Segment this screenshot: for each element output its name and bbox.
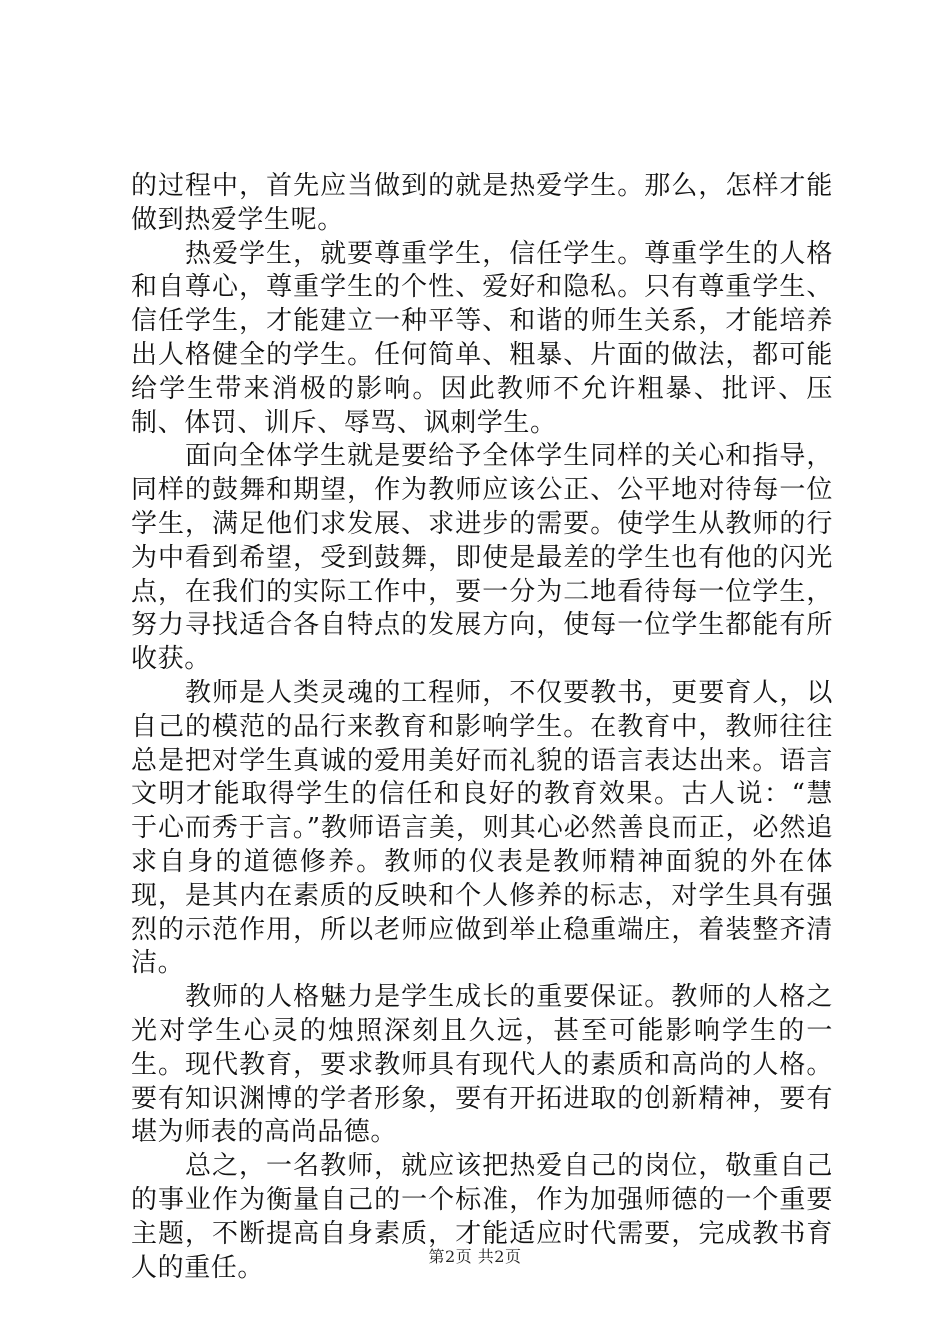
paragraph-teacher-charisma: 教师的人格魅力是学生成长的重要保证。教师的人格之光对学生心灵的烛照深刻且久远，甚至可能影响学生的一生。现代教育，要求教师具有现代人的素质和高尚的人格。要有知识渊博的学者形象，要有开拓进取的创新精神，要有堪为师表的高尚品德。 — [131, 982, 833, 1148]
document-body — [131, 170, 833, 1285]
paragraph-respect-students: 热爱学生，就要尊重学生，信任学生。尊重学生的人格和自尊心，尊重学生的个性、爱好和隐私。只有尊重学生、信任学生，才能建立一种平等、和谐的师生关系，才能培养出人格健全的学生。任何简单、粗暴、片面的做法，都可能给学生带来消极的影响。因此教师不允许粗暴、批评、压制、体罚、训斥、辱骂、讽刺学生。 — [131, 238, 833, 438]
paragraph-teacher-role-model: 教师是人类灵魂的工程师，不仅要教书，更要育人，以自己的模范的品行来教育和影响学生。在教育中，教师往往总是把对学生真诚的爱用美好而礼貌的语言表达出来。语言文明才能取得学生的信任和良好的教育效果。古人说：“慧于心而秀于言。”教师语言美，则其心必然善良而正，必然追求自身的道德修养。教师的仪表是教师精神面貌的外在体现，是其内在素质的反映和个人修养的标志，对学生具有强烈的示范作用，所以老师应做到举止稳重端庄，着装整齐清洁。 — [131, 677, 833, 979]
paragraph-conclusion: 总之，一名教师，就应该把热爱自己的岗位，敬重自己的事业作为衡量自己的一个标准，作为加强师德的一个重要主题，不断提高自身素质，才能适应时代需要，完成教书育人的重任。 — [131, 1151, 833, 1283]
paragraph-all-students: 面向全体学生就是要给予全体学生同样的关心和指导，同样的鼓舞和期望，作为教师应该公正、公平地对待每一位学生，满足他们求发展、求进步的需要。使学生从教师的行为中看到希望，受到鼓舞，即使是最差的学生也有他的闪光点，在我们的实际工作中，要一分为二地看待每一位学生，努力寻找适合各自特点的发展方向，使每一位学生都能有所收获。 — [131, 441, 833, 675]
page-number-footer: 第2页 共2页 — [428, 1247, 522, 1266]
paragraph-continuation: 的过程中，首先应当做到的就是热爱学生。那么，怎样才能做到热爱学生呢。 — [131, 171, 833, 235]
